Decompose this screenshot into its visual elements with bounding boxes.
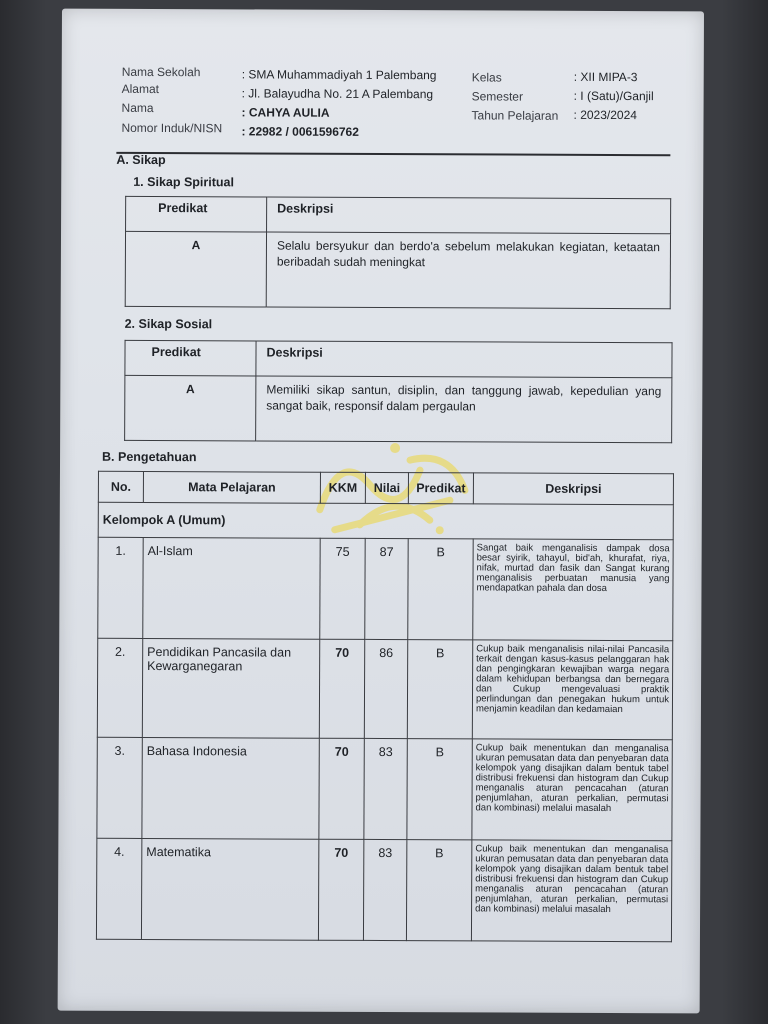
row-predikat: B [406, 840, 471, 941]
row-predikat: B [407, 739, 472, 840]
row-deskripsi: Cukup baik menentukan dan menganalisa ukuran pemusatan data dan penyebaran data kelompok yang disajikan dalam bentuk tabel distribusi frekuensi dan histogram dan Cukup menganalis aturan pencacahan (aturan penjumlahan, aturan perkalian, permutasi dan kombinasi) melalui masalah [472, 739, 672, 841]
row-no: 3. [97, 737, 142, 838]
label-semester: Semester [471, 89, 524, 104]
deskripsi-value: Selalu bersyukur dan berdo'a sebelum melakukan kegiatan, ketaatan beribadah sudah meningkat [266, 232, 670, 309]
predikat-value: A [125, 231, 266, 307]
col-nilai: Nilai [365, 472, 408, 503]
table-header-row [98, 471, 673, 505]
table-row [125, 231, 670, 308]
row-deskripsi: Cukup baik menganalisis nilai-nilai Pancasila terkait dengan kasus-kasus pelanggaran hak dan pengingkaran kewajiban warga negara dalam kehidupan berbangsa dan bernegara dan Cukup mengevaluasi praktik perlindungan dan penegakan hukum untuk menjamin keadilan dan kedamaian [472, 640, 672, 740]
row-kkm: 75 [320, 538, 365, 639]
sikap-spiritual-title: 1. Sikap Spiritual [133, 174, 235, 190]
table-header-row [125, 340, 672, 377]
row-deskripsi: Sangat baik menganalisis dampak dosa besar syirik, tahayul, bid'ah, khurafat, riya, nifak, murtad dan fasik dan Sangat kurang menganalisis perbuatan manusia yang mendapatkan pahala dan dosa [473, 539, 673, 641]
table-row [96, 838, 671, 942]
label-nama-sekolah: Nama Sekolah [121, 64, 201, 80]
col-no: No. [98, 471, 143, 502]
row-nilai: 86 [364, 639, 407, 738]
value-semester: : I (Satu)/Ganjil [573, 88, 654, 104]
col-deskripsi: Deskripsi [256, 341, 672, 378]
label-nama: Nama [121, 100, 154, 115]
row-mata-pelajaran: Al-Islam [143, 537, 320, 639]
header-divider [116, 152, 670, 156]
row-no: 2. [97, 638, 142, 737]
row-nilai: 83 [364, 738, 407, 839]
pengetahuan-table [96, 471, 674, 943]
col-predikat: Predikat [125, 340, 256, 376]
row-predikat: B [408, 539, 473, 640]
row-predikat: B [407, 640, 472, 739]
row-kkm: 70 [319, 738, 364, 839]
sikap-sosial-title: 2. Sikap Sosial [124, 316, 213, 332]
section-sikap-title: A. Sikap [116, 152, 166, 168]
value-nomor-induk: : 22982 / 0061596762 [241, 124, 359, 139]
value-alamat: : Jl. Balayudha No. 21 A Palembang [241, 86, 434, 102]
row-kkm: 70 [319, 639, 364, 738]
value-kelas: : XII MIPA-3 [573, 69, 638, 85]
report-card-page [58, 9, 704, 1014]
table-row [97, 638, 672, 740]
sikap-sosial-table [124, 340, 672, 443]
predikat-value: A [125, 375, 256, 441]
col-mata-pelajaran: Mata Pelajaran [143, 471, 320, 503]
group-label: Kelompok A (Umum) [98, 502, 673, 540]
row-no: 4. [96, 838, 141, 939]
col-deskripsi: Deskripsi [473, 473, 673, 505]
sikap-spiritual-table [125, 196, 671, 309]
col-deskripsi: Deskripsi [267, 197, 671, 234]
table-header-row [126, 196, 671, 233]
row-mata-pelajaran: Bahasa Indonesia [142, 737, 319, 839]
table-row [125, 375, 672, 442]
label-alamat: Alamat [121, 81, 160, 97]
group-row [98, 502, 673, 540]
row-no: 1. [98, 537, 143, 638]
col-predikat: Predikat [408, 473, 473, 504]
row-mata-pelajaran: Pendidikan Pancasila dan Kewarganegaran [142, 638, 319, 738]
label-nomor-induk: Nomor Induk/NISN [121, 120, 223, 136]
value-tahun-pelajaran: : 2023/2024 [573, 107, 637, 123]
table-row [98, 537, 673, 641]
row-nilai: 83 [363, 839, 406, 940]
value-nama: : CAHYA AULIA [241, 105, 330, 120]
col-predikat: Predikat [126, 196, 267, 232]
row-deskripsi: Cukup baik menentukan dan menganalisa ukuran pemusatan data dan penyebaran data kelompok yang disajikan dalam bentuk tabel distribusi frekuensi dan histogram dan Cukup menganalis aturan pencacahan (aturan penjumlahan, aturan perkalian, permutasi dan kombinasi) melalui masalah [471, 840, 671, 942]
table-row [97, 737, 672, 841]
deskripsi-value: Memiliki sikap santun, disiplin, dan tanggung jawab, kepedulian yang sangat baik, responsif dalam pergaulan [256, 376, 672, 443]
col-kkm: KKM [320, 472, 365, 503]
label-kelas: Kelas [471, 70, 502, 85]
row-kkm: 70 [318, 839, 363, 940]
row-nilai: 87 [365, 538, 408, 639]
row-mata-pelajaran: Matematika [141, 838, 318, 940]
label-tahun-pelajaran: Tahun Pelajaran [471, 108, 559, 123]
section-pengetahuan-title: B. Pengetahuan [102, 449, 197, 465]
value-nama-sekolah: : SMA Muhammadiyah 1 Palembang [241, 67, 437, 83]
